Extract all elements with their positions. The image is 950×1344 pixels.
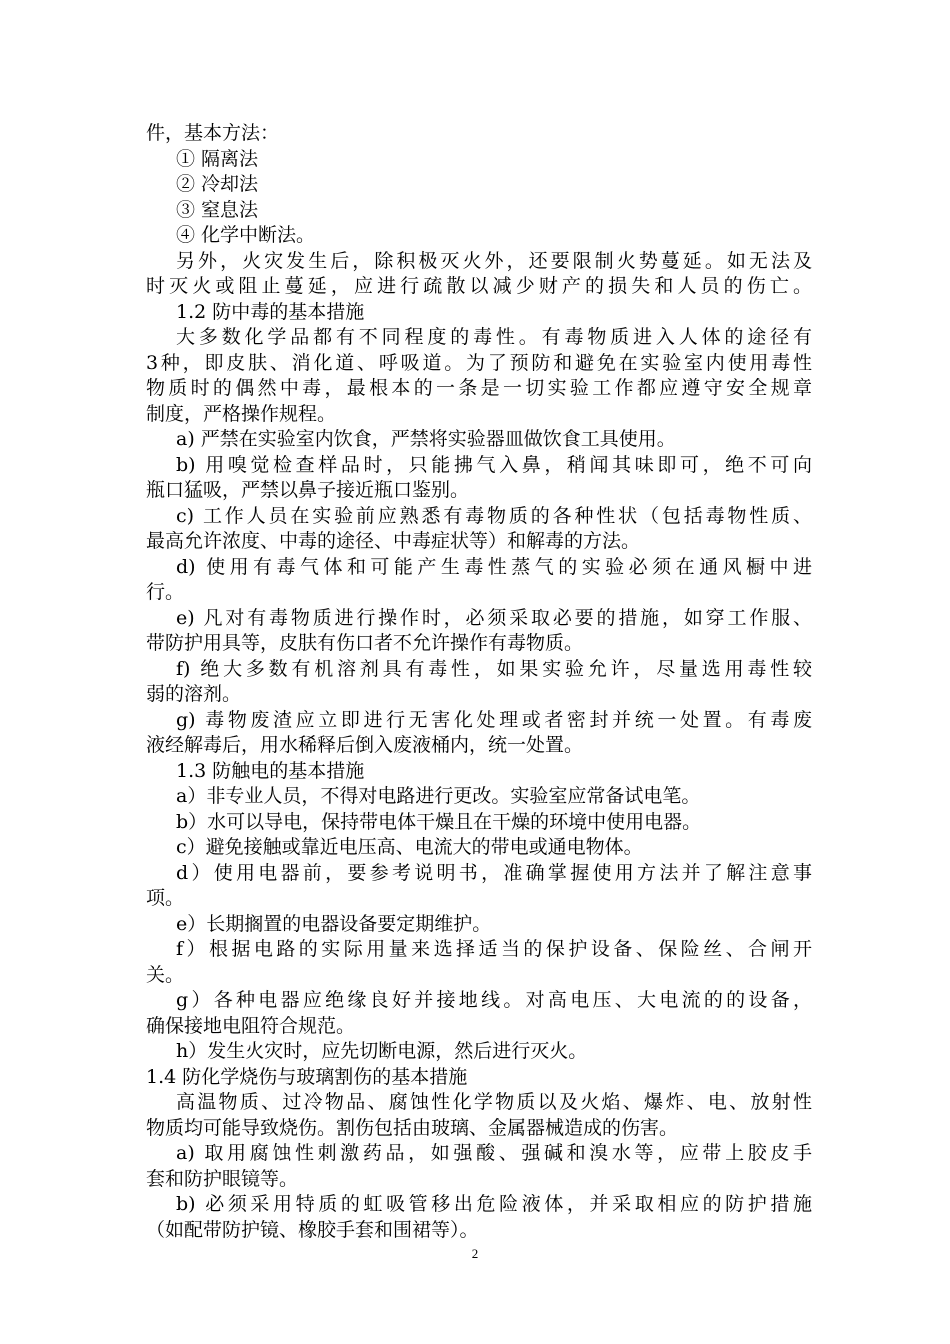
text-line: 液经解毒后，用水稀释后倒入废液桶内，统一处置。 (146, 734, 584, 756)
text-line: 瓶口猛吸，严禁以鼻子接近瓶口鉴别。 (146, 479, 470, 501)
text-line: 关。 (146, 963, 185, 986)
text-line: e）长期搁置的电器设备要定期维护。 (176, 912, 492, 935)
text-line: 大多数化学品都有不同程度的毒性。有毒物质进入人体的途径有 (176, 326, 812, 348)
text-line: f）根据电路的实际用量来选择适当的保护设备、保险丝、合闸开 (176, 938, 812, 960)
text-line: 高温物质、过冷物品、腐蚀性化学物质以及火焰、爆炸、电、放射性 (176, 1091, 812, 1113)
text-line: 件，基本方法： (146, 122, 280, 144)
text-line: 3种，即皮肤、消化道、呼吸道。为了预防和避免在实验室内使用毒性 (146, 351, 812, 374)
text-line: 物质均可能导致烧伤。割伤包括由玻璃、金属器械造成的伤害。 (146, 1116, 679, 1139)
text-line: ② 冷却法 (176, 173, 259, 195)
text-line: 套和防护眼镜等。 (146, 1167, 299, 1190)
text-line: 弱的溶剂。 (146, 683, 242, 705)
text-line: c) 工作人员在实验前应熟悉有毒物质的各种性状（包括毒物性质、 (176, 504, 812, 527)
text-line: d) 使用有毒气体和可能产生毒性蒸气的实验必须在通风橱中进 (176, 555, 812, 578)
text-line: （如配带防护镜、橡胶手套和围裙等）。 (146, 1218, 479, 1241)
page-number: 2 (471, 1246, 479, 1261)
text-line: 另外，火灾发生后，除积极灭火外，还要限制火势蔓延。如无法及 (176, 249, 812, 272)
text-line: h）发生火灾时，应先切断电源，然后进行灭火。 (176, 1040, 588, 1062)
text-line: 带防护用具等，皮肤有伤口者不允许操作有毒物质。 (146, 632, 584, 654)
text-line: c）避免接触或靠近电压高、电流大的带电或通电物体。 (176, 836, 643, 858)
text-line: d）使用电器前，要参考说明书，准确掌握使用方法并了解注意事 (176, 861, 812, 884)
text-line: ③ 窒息法 (176, 198, 259, 221)
text-line: a) 取用腐蚀性刺激药品，如强酸、强碱和溴水等，应带上胶皮手 (176, 1142, 812, 1164)
text-line: a) 严禁在实验室内饮食，严禁将实验器皿做饮食工具使用。 (176, 428, 676, 450)
text-line: 制度，严格操作规程。 (146, 402, 337, 425)
text-line: 物质时的偶然中毒，最根本的一条是一切实验工作都应遵守安全规章 (146, 377, 812, 399)
text-line: 1.2 防中毒的基本措施 (176, 300, 365, 323)
text-line: 行。 (146, 581, 185, 603)
text-line: f) 绝大多数有机溶剂具有毒性，如果实验允许，尽量选用毒性较 (176, 657, 812, 680)
text-line: 项。 (146, 887, 185, 909)
text-line: 1.4 防化学烧伤与玻璃割伤的基本措施 (146, 1065, 468, 1088)
text-line: b) 用嗅觉检查样品时，只能拂气入鼻，稍闻其味即可，绝不可向 (176, 453, 812, 476)
text-line: 时灭火或阻止蔓延，应进行疏散以减少财产的损失和人员的伤亡。 (146, 275, 812, 297)
text-line: b) 必须采用特质的虹吸管移出危险液体，并采取相应的防护措施 (176, 1193, 812, 1215)
text-line: ① 隔离法 (176, 147, 259, 170)
text-line: 1.3 防触电的基本措施 (176, 759, 365, 782)
text-line: ④ 化学中断法。 (176, 224, 316, 246)
text-line: a）非专业人员，不得对电路进行更改。实验室应常备试电笔。 (176, 785, 701, 807)
text-line: 最高允许浓度、中毒的途径、中毒症状等）和解毒的方法。 (146, 530, 641, 552)
text-line: 确保接地电阻符合规范。 (146, 1014, 356, 1037)
text-line: g）各种电器应绝缘良好并接地线。对高电压、大电流的的设备， (176, 989, 812, 1011)
text-line: b）水可以导电，保持带电体干燥且在干燥的环境中使用电器。 (176, 810, 702, 833)
text-line: e) 凡对有毒物质进行操作时，必须采取必要的措施，如穿工作服、 (176, 606, 812, 629)
document-body (146, 121, 812, 1243)
text-line: g) 毒物废渣应立即进行无害化处理或者密封并统一处置。有毒废 (176, 708, 812, 731)
